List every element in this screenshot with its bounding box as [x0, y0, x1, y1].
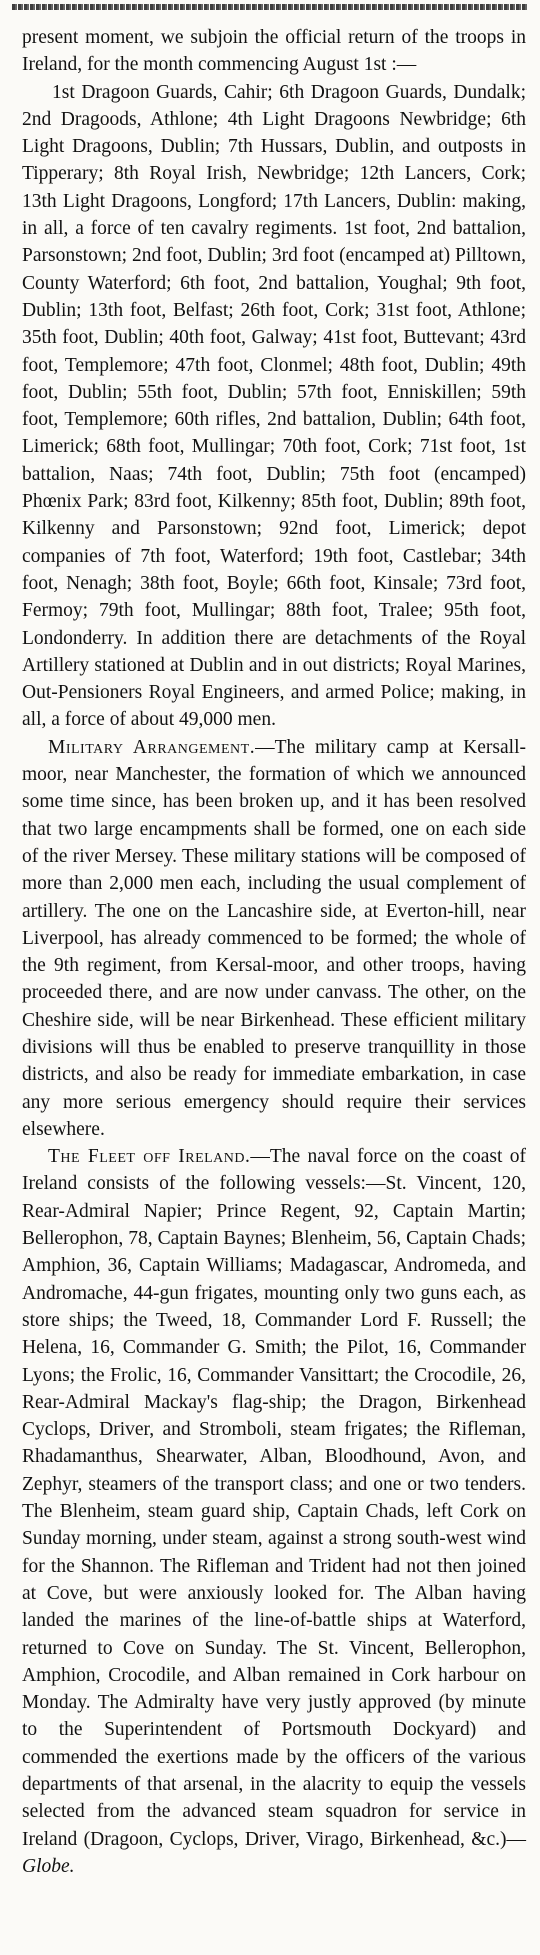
- fleet-paragraph: [22, 1143, 526, 1880]
- intro-paragraph: present moment, we subjoin the official return of the troops in Ireland, for the month commencing August 1st :—: [22, 27, 526, 76]
- fleet-heading: The Fleet off Ireland.: [48, 1146, 251, 1168]
- military-arrangement-heading: Military Arrangement.: [48, 736, 256, 758]
- top-border-rule: [12, 4, 528, 10]
- article-column: [22, 24, 526, 1880]
- source-attribution: Globe.: [22, 1855, 75, 1877]
- military-arrangement-body: —The military camp at Kersall-moor, near Manchester, the formation of which we announced some time since, has been broken up, and it has been resolved that two large encampments shall be formed, one on each side of the river Mersey. These military stations will be composed of more than 2,000 men each, including the usual complement of artillery. The one on the Lancashire side, at Everton-hill, near Liverpool, has already commenced to be formed; the whole of the 9th regiment, from Kersal-moor, and other troops, having proceeded there, and are now under canvass. The other, on the Cheshire side, will be near Birkenhead. These efficient military divisions will thus be enabled to preserve tranquillity in those districts, and also be ready for immediate embarkation, in case any more serious emergency should require their services elsewhere.: [22, 736, 526, 1140]
- military-arrangement-paragraph: [22, 734, 526, 1143]
- fleet-body: —The naval force on the coast of Ireland consists of the following vessels:—St. Vincent, 120, Rear-Admiral Napier; Prince Regent, 92, Captain Martin; Bellerophon, 78, Captain Baynes; Blenheim, 56, Captain Chads; Amphion, 36, Captain Williams; Madagascar, Andromeda, and Andromache, 44-gun frigates, mounting only two guns each, as store ships; the Tweed, 18, Commander Lord F. Russell; the Helena, 16, Commander G. Smith; the Pilot, 16, Commander Lyons; the Frolic, 16, Commander Vansittart; the Crocodile, 26, Rear-Admiral Mackay's flag-ship; the Dragon, Birkenhead Cyclops, Driver, and Stromboli, steam frigates; the Rifleman, Rhadamanthus, Shearwater, Alban, Bloodhound, Avon, and Zephyr, steamers of the transport class; and one or two tenders. The Blenheim, steam guard ship, Captain Chads, left Cork on Sunday morning, under steam, against a strong south-west wind for the Shannon. The Rifleman and Trident had not then joined at Cove, but were anxiously looked for. The Alban having landed the marines of the line-of-battle ships at Waterford, returned to Cove on Sunday. The St. Vincent, Bellerophon, Amphion, Crocodile, and Alban remained in Cork harbour on Monday. The Admiralty have very justly approved (by minute to the Superintendent of Portsmouth Dockyard) and commended the exertions made by the officers of the various departments of that arsenal, in the alacrity to equip the vessels selected from the advanced steam squadron for service in Ireland (Dragoon, Cyclops, Driver, Virago, Birkenhead, &c.)—: [22, 1146, 526, 1850]
- troops-list-paragraph: 1st Dragoon Guards, Cahir; 6th Dragoon Guards, Dundalk; 2nd Dragoods, Athlone; 4th Light Dragoons Newbridge; 6th Light Dragoons, Dublin; 7th Hussars, Dublin, and outposts in Tipperary; 8th Royal Irish, Newbridge; 12th Lancers, Cork; 13th Light Dragoons, Longford; 17th Lancers, Dublin: making, in all, a force of ten cavalry regiments. 1st foot, 2nd battalion, Parsonstown; 2nd foot, Dublin; 3rd foot (encamped at) Pilltown, County Waterford; 6th foot, 2nd battalion, Youghal; 9th foot, Dublin; 13th foot, Belfast; 26th foot, Cork; 31st foot, Athlone; 35th foot, Dublin; 40th foot, Galway; 41st foot, Buttevant; 43rd foot, Templemore; 47th foot, Clonmel; 48th foot, Dublin; 49th foot, Dublin; 55th foot, Dublin; 57th foot, Enniskillen; 59th foot, Templemore; 60th rifles, 2nd battalion, Dublin; 64th foot, Limerick; 68th foot, Mullingar; 70th foot, Cork; 71st foot, 1st battalion, Naas; 74th foot, Dublin; 75th foot (encamped) Phœnix Park; 83rd foot, Kilkenny; 85th foot, Dublin; 89th foot, Kilkenny and Parsonstown; 92nd foot, Limerick; depot companies of 7th foot, Waterford; 19th foot, Castlebar; 34th foot, Nenagh; 38th foot, Boyle; 66th foot, Kinsale; 73rd foot, Fermoy; 79th foot, Mullingar; 88th foot, Tralee; 95th foot, Londonderry. In addition there are detachments of the Royal Artillery stationed at Dublin and in out districts; Royal Marines, Out-Pensioners Royal Engineers, and armed Police; making, in all, a force of about 49,000 men.: [22, 81, 526, 731]
